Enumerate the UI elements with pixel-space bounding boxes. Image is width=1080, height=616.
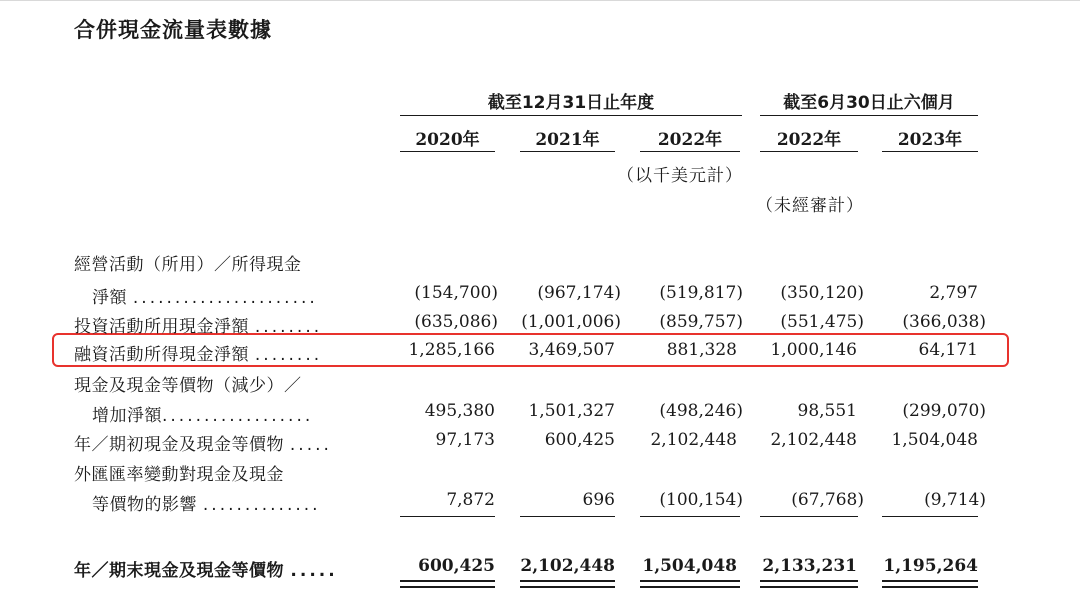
value-cell: 1,285,166 xyxy=(408,340,495,360)
value-cell: 2,133,231 xyxy=(762,556,857,576)
value-cell: 97,173 xyxy=(435,430,495,450)
value-cell: (366,038) xyxy=(902,312,986,332)
year-2022: 2022年 xyxy=(657,130,723,150)
value-cell: 1,000,146 xyxy=(770,340,857,360)
subtotal-rule-4 xyxy=(760,516,858,517)
year-rule-1 xyxy=(400,151,495,152)
total-rule-4a xyxy=(760,580,858,582)
value-cell: 98,551 xyxy=(797,401,857,421)
value-cell: (519,817) xyxy=(659,283,743,303)
value-cell: 495,380 xyxy=(424,401,495,421)
row-label-fx-effect-detail: 等價物的影響 .............. xyxy=(92,495,321,515)
subtotal-rule-5 xyxy=(882,516,978,517)
total-rule-3a xyxy=(640,580,740,582)
year-rule-2 xyxy=(520,151,615,152)
total-rule-4b xyxy=(760,586,858,588)
value-cell: 1,195,264 xyxy=(883,556,978,576)
row-label-closing-cash: 年／期末現金及現金等價物 ..... xyxy=(74,561,338,581)
row-label-cash-change: 現金及現金等價物（減少）／ xyxy=(74,376,302,396)
value-cell: 2,102,448 xyxy=(770,430,857,450)
value-cell: (9,714) xyxy=(924,490,986,510)
row-label-investing: 投資活動所用現金淨額 ........ xyxy=(74,317,323,337)
value-cell: (100,154) xyxy=(659,490,743,510)
value-cell: (967,174) xyxy=(537,283,621,303)
subtotal-rule-2 xyxy=(520,516,615,517)
row-label-operating-net: 淨額 ...................... xyxy=(92,288,318,308)
total-rule-2b xyxy=(520,586,615,588)
value-cell: (551,475) xyxy=(780,312,864,332)
row-label-opening-cash: 年／期初現金及現金等價物 ..... xyxy=(74,435,332,455)
subtotal-rule-1 xyxy=(400,516,495,517)
value-cell: (67,768) xyxy=(791,490,864,510)
value-cell: 2,102,448 xyxy=(520,556,615,576)
value-cell: 696 xyxy=(582,490,615,510)
year-rule-4 xyxy=(760,151,858,152)
value-cell: (1,001,006) xyxy=(521,312,621,332)
value-cell: 64,171 xyxy=(918,340,978,360)
year-2020: 2020年 xyxy=(415,130,480,150)
row-label-financing: 融資活動所得現金淨額 ........ xyxy=(74,345,323,365)
unaudited-note: （未經審計） xyxy=(756,196,864,216)
value-cell: 1,504,048 xyxy=(891,430,978,450)
row-label-fx-effect: 外匯匯率變動對現金及現金 xyxy=(74,465,284,485)
year-rule-3 xyxy=(640,151,740,152)
value-cell: (498,246) xyxy=(659,401,743,421)
value-cell: (350,120) xyxy=(780,283,864,303)
value-cell: (859,757) xyxy=(659,312,743,332)
top-border xyxy=(0,0,1080,1)
value-cell: 2,797 xyxy=(929,283,978,303)
total-rule-2a xyxy=(520,580,615,582)
row-label-cash-change-net: 增加淨額.................. xyxy=(92,406,314,426)
value-cell: 881,328 xyxy=(666,340,737,360)
total-rule-1b xyxy=(400,586,495,588)
year-2022-six-months: 2022年 xyxy=(776,130,842,150)
header-group-six-months: 截至6月30日止六個月 xyxy=(783,93,955,113)
value-cell: 2,102,448 xyxy=(650,430,737,450)
value-cell: (299,070) xyxy=(902,401,986,421)
row-label-operating: 經營活動（所用）／所得現金 xyxy=(74,255,302,275)
subtotal-rule-3 xyxy=(640,516,740,517)
total-rule-5b xyxy=(882,586,978,588)
value-cell: 600,425 xyxy=(544,430,615,450)
value-cell: 1,504,048 xyxy=(642,556,737,576)
value-cell: (635,086) xyxy=(414,312,498,332)
value-cell: 7,872 xyxy=(446,490,495,510)
value-cell: (154,700) xyxy=(414,283,498,303)
total-rule-1a xyxy=(400,580,495,582)
total-rule-5a xyxy=(882,580,978,582)
year-2023-six-months: 2023年 xyxy=(897,130,963,150)
year-rule-5 xyxy=(882,151,978,152)
value-cell: 3,469,507 xyxy=(528,340,615,360)
unit-note: （以千美元計） xyxy=(617,166,743,186)
year-2021: 2021年 xyxy=(535,130,600,150)
page-title: 合併現金流量表數據 xyxy=(74,18,272,42)
header-group-year-end-rule xyxy=(400,115,742,116)
value-cell: 1,501,327 xyxy=(528,401,615,421)
total-rule-3b xyxy=(640,586,740,588)
value-cell: 600,425 xyxy=(418,556,495,576)
header-group-year-end: 截至12月31日止年度 xyxy=(487,93,655,113)
header-group-six-months-rule xyxy=(760,115,978,116)
